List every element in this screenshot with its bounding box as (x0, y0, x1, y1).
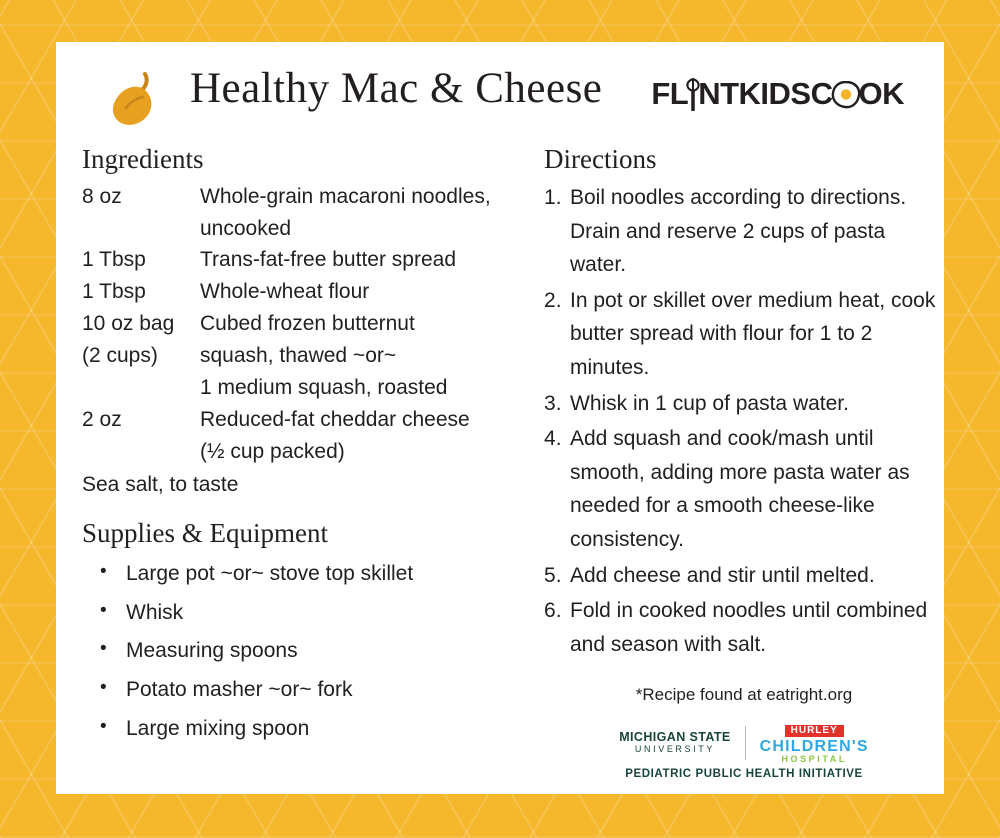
ingredient-row (82, 404, 522, 435)
hurley-childrens-hospital-logo (760, 721, 869, 764)
hurley-line-3: HOSPITAL (781, 754, 848, 765)
ingredient-extra: Sea salt, to taste (82, 472, 239, 496)
hurley-line-2: CHILDREN'S (759, 738, 869, 756)
supplies-list (82, 555, 522, 749)
brand-text-3: K (738, 76, 761, 111)
ingredient-continuation: (½ cup packed) (200, 439, 345, 463)
list-item: Whisk in 1 cup of pasta water. (570, 391, 849, 415)
list-item: • Large pot ~or~ stove top skillet (82, 555, 522, 594)
brand-text-4: IDS (760, 76, 811, 111)
directions-list (544, 181, 944, 661)
list-item: Boil noodles according to directions. Drain and reserve 2 cups of pasta water. (570, 186, 907, 277)
ingredient-row (82, 181, 522, 212)
list-item: Add squash and cook/mash until smooth, adding more pasta water as needed for a smooth cheese-like consistency. (570, 427, 910, 551)
hurley-line-1: HURLEY (785, 725, 844, 737)
ingredient-qty: 8 oz (82, 185, 122, 208)
ingredient-qty: 2 oz (82, 407, 122, 431)
butternut-squash-icon (104, 68, 166, 130)
ingredient-name: Whole-wheat flour (200, 280, 370, 304)
recipe-source-note: *Recipe found at eatright.org (635, 685, 853, 705)
brand-text-6: OK (858, 76, 904, 111)
fried-egg-icon (831, 79, 861, 109)
brand-text-2: NT (698, 76, 739, 111)
list-item: • Large mixing spoon (82, 710, 522, 749)
list-item: • Whisk (82, 594, 522, 633)
ingredient-qty: 10 oz bag (82, 312, 175, 336)
ingredient-row (82, 340, 522, 371)
brand-text-1: FL (651, 76, 689, 111)
page-title: Healthy Mac & Cheese (190, 65, 603, 112)
list-item: Add cheese and stir until melted. (570, 563, 875, 587)
msu-line-1: MICHIGAN STATE (619, 730, 731, 745)
supplies-section (82, 518, 522, 749)
ingredient-qty: 1 Tbsp (82, 248, 146, 272)
list-item: Fold in cooked noodles until combined and season with salt. (570, 599, 928, 656)
ingredient-continuation: uncooked (200, 217, 292, 241)
logo-divider (745, 726, 746, 760)
card-header (82, 62, 918, 138)
list-item: In pot or skillet over medium heat, cook butter spread with flour for 1 to 2 minutes. (570, 288, 936, 379)
right-column (544, 140, 944, 780)
directions-heading: Directions (544, 144, 657, 174)
brand-text-5: C (810, 76, 833, 111)
ingredient-row (82, 308, 522, 339)
ingredient-name: Reduced-fat cheddar cheese (200, 407, 470, 431)
ingredient-name: Cubed frozen butternut (200, 312, 415, 336)
ingredient-row (82, 244, 522, 275)
ingredient-alternate: 1 medium squash, roasted (200, 376, 448, 400)
ingredient-row (82, 276, 522, 307)
whisk-icon (687, 79, 699, 109)
list-item: • Potato masher ~or~ fork (82, 671, 522, 710)
card-body (82, 140, 936, 781)
michigan-state-logo (619, 731, 730, 755)
ingredient-qty: 1 Tbsp (82, 280, 146, 304)
left-column (82, 140, 522, 780)
ingredient-name: Whole-grain macaroni noodles, (200, 185, 491, 208)
recipe-card (56, 42, 944, 794)
initiative-label: PEDIATRIC PUBLIC HEALTH INITIATIVE (625, 768, 863, 781)
brand-logo (651, 76, 904, 112)
ingredients-list (82, 181, 522, 500)
ingredient-name: Trans-fat-free butter spread (200, 248, 456, 272)
msu-line-2: UNIVERSITY (634, 744, 715, 755)
list-item: • Measuring spoons (82, 632, 522, 671)
ingredients-heading: Ingredients (82, 144, 204, 174)
ingredient-name: squash, thawed ~or~ (200, 344, 397, 368)
logo-row (544, 721, 944, 764)
ingredient-qty: (2 cups) (82, 344, 158, 368)
supplies-heading: Supplies & Equipment (82, 517, 328, 548)
